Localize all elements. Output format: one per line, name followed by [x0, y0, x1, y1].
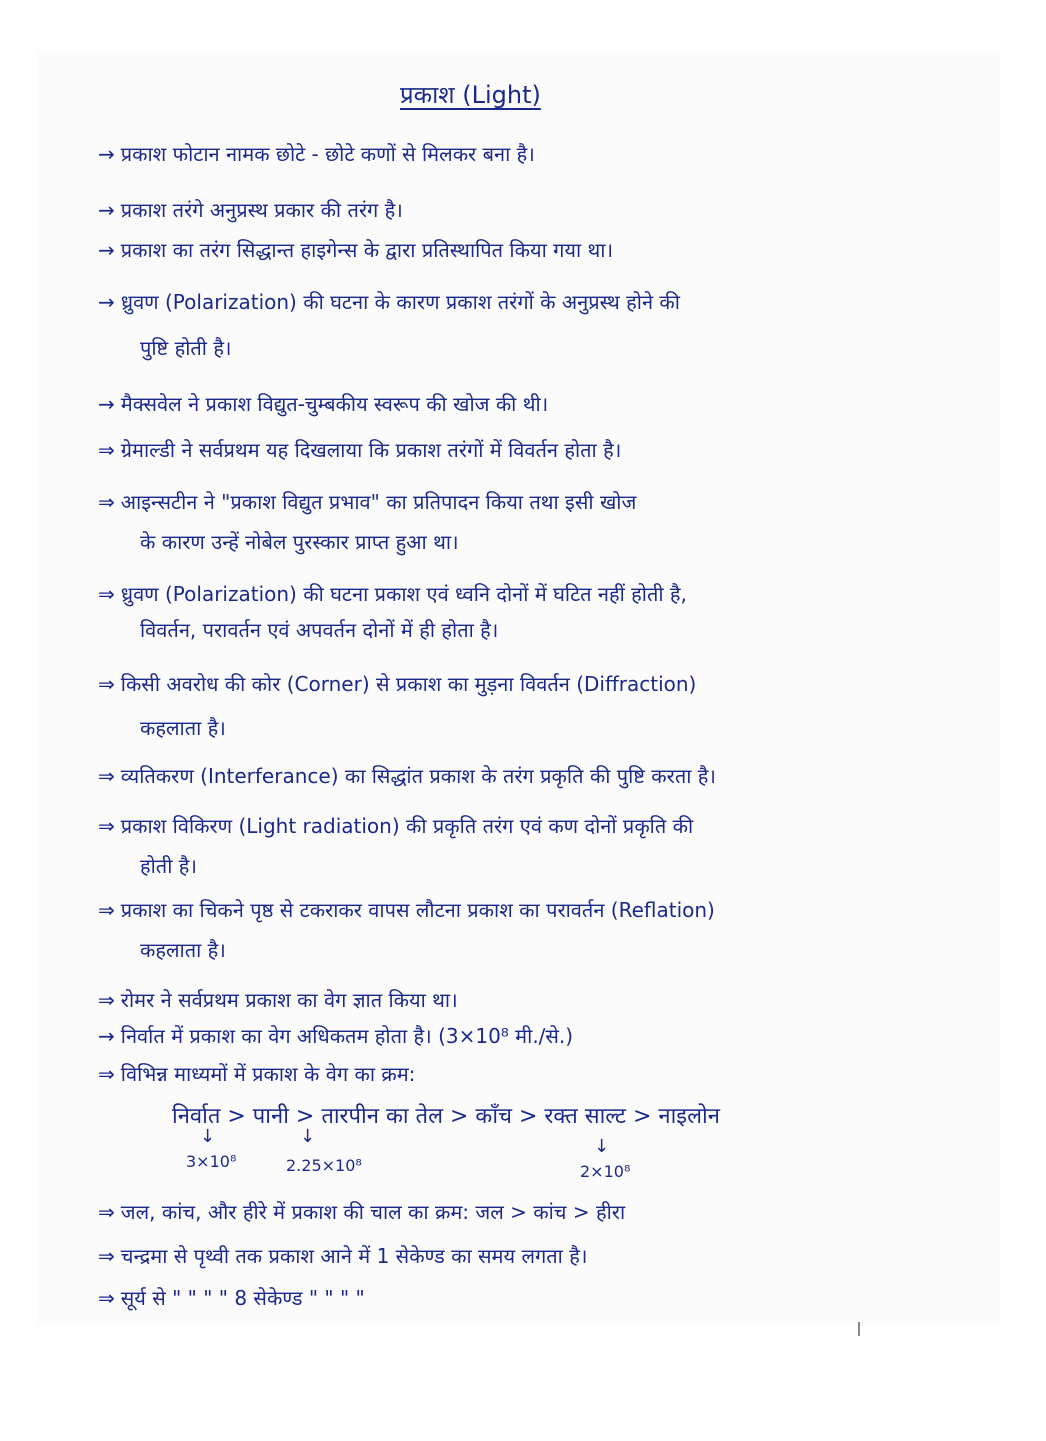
arrow-icon: ⇒: [98, 438, 115, 462]
down-arrow-icon: ↓: [300, 1126, 316, 1147]
arrow-icon: →: [98, 198, 115, 222]
note-line: → प्रकाश का तरंग सिद्धान्त हाइगेन्स के द्वारा प्रतिस्थापित किया गया था।: [98, 238, 614, 262]
note-line: के कारण उन्हें नोबेल पुरस्कार प्राप्त हुआ था।: [140, 530, 459, 554]
note-line: → प्रकाश फोटान नामक छोटे - छोटे कणों से मिलकर बना है।: [98, 142, 535, 166]
down-arrow-icon: ↓: [200, 1126, 216, 1147]
note-line: ⇒ सूर्य से " " " " 8 सेकेण्ड " " " ": [98, 1286, 365, 1310]
arrow-icon: ⇒: [98, 1244, 115, 1268]
note-line: → निर्वात में प्रकाश का वेग अधिकतम होता है। (3×10⁸ मी./से.): [98, 1024, 574, 1048]
arrow-icon: →: [98, 290, 115, 314]
note-line: विवर्तन, परावर्तन एवं अपवर्तन दोनों में ही होता है।: [140, 618, 499, 642]
note-line: ⇒ प्रकाश विकिरण (Light radiation) की प्रकृति तरंग एवं कण दोनों प्रकृति की: [98, 814, 694, 838]
water-speed-value: 2.25×10⁸: [286, 1156, 362, 1175]
note-line: ⇒ रोमर ने सर्वप्रथम प्रकाश का वेग ज्ञात किया था।: [98, 988, 458, 1012]
note-line: → प्रकाश तरंगे अनुप्रस्थ प्रकार की तरंग है।: [98, 198, 403, 222]
arrow-icon: →: [98, 1024, 115, 1048]
arrow-icon: ⇒: [98, 1062, 115, 1086]
note-line: ⇒ आइन्सटीन ने "प्रकाश विद्युत प्रभाव" का प्रतिपादन किया तथा इसी खोज: [98, 490, 637, 514]
arrow-icon: ⇒: [98, 490, 115, 514]
down-arrow-icon: ↓: [594, 1136, 610, 1157]
margin-mark: [858, 1322, 860, 1336]
arrow-icon: ⇒: [98, 814, 115, 838]
arrow-icon: ⇒: [98, 672, 115, 696]
note-line: कहलाता है।: [140, 938, 226, 962]
note-line: ⇒ ध्रुवण (Polarization) की घटना प्रकाश एवं ध्वनि दोनों में घटित नहीं होती है,: [98, 582, 687, 606]
arrow-icon: →: [98, 392, 115, 416]
note-line: ⇒ चन्द्रमा से पृथ्वी तक प्रकाश आने में 1 सेकेण्ड का समय लगता है।: [98, 1244, 588, 1268]
arrow-icon: ⇒: [98, 988, 115, 1012]
note-line: ⇒ विभिन्न माध्यमों में प्रकाश के वेग का क्रम:: [98, 1062, 416, 1086]
note-line: होती है।: [140, 854, 197, 878]
note-line: पुष्टि होती है।: [140, 336, 232, 360]
arrow-icon: ⇒: [98, 898, 115, 922]
vacuum-speed-value: 3×10⁸: [186, 1152, 237, 1171]
note-line: → ध्रुवण (Polarization) की घटना के कारण प्रकाश तरंगों के अनुप्रस्थ होने की: [98, 290, 680, 314]
speed-order-chain: निर्वात > पानी > तारपीन का तेल > काँच > रक्त साल्ट > नाइलोन: [172, 1104, 720, 1129]
arrow-icon: ⇒: [98, 1286, 115, 1310]
arrow-icon: →: [98, 142, 115, 166]
page-title: प्रकाश (Light): [400, 81, 541, 109]
note-line: ⇒ जल, कांच, और हीरे में प्रकाश की चाल का क्रम: जल > कांच > हीरा: [98, 1200, 626, 1224]
note-line: → मैक्सवेल ने प्रकाश विद्युत-चुम्बकीय स्वरूप की खोज की थी।: [98, 392, 549, 416]
arrow-icon: ⇒: [98, 1200, 115, 1224]
arrow-icon: ⇒: [98, 582, 115, 606]
note-line: ⇒ व्यतिकरण (Interferance) का सिद्धांत प्रकाश के तरंग प्रकृति की पुष्टि करता है।: [98, 764, 716, 788]
arrow-icon: ⇒: [98, 764, 115, 788]
glass-speed-value: 2×10⁸: [580, 1162, 631, 1181]
arrow-icon: →: [98, 238, 115, 262]
note-line: ⇒ किसी अवरोध की कोर (Corner) से प्रकाश का मुड़ना विवर्तन (Diffraction): [98, 672, 697, 696]
note-line: ⇒ ग्रेमाल्डी ने सर्वप्रथम यह दिखलाया कि प्रकाश तरंगों में विवर्तन होता है।: [98, 438, 622, 462]
note-line: कहलाता है।: [140, 716, 226, 740]
note-line: ⇒ प्रकाश का चिकने पृष्ठ से टकराकर वापस लौटना प्रकाश का परावर्तन (Reflation): [98, 898, 715, 922]
